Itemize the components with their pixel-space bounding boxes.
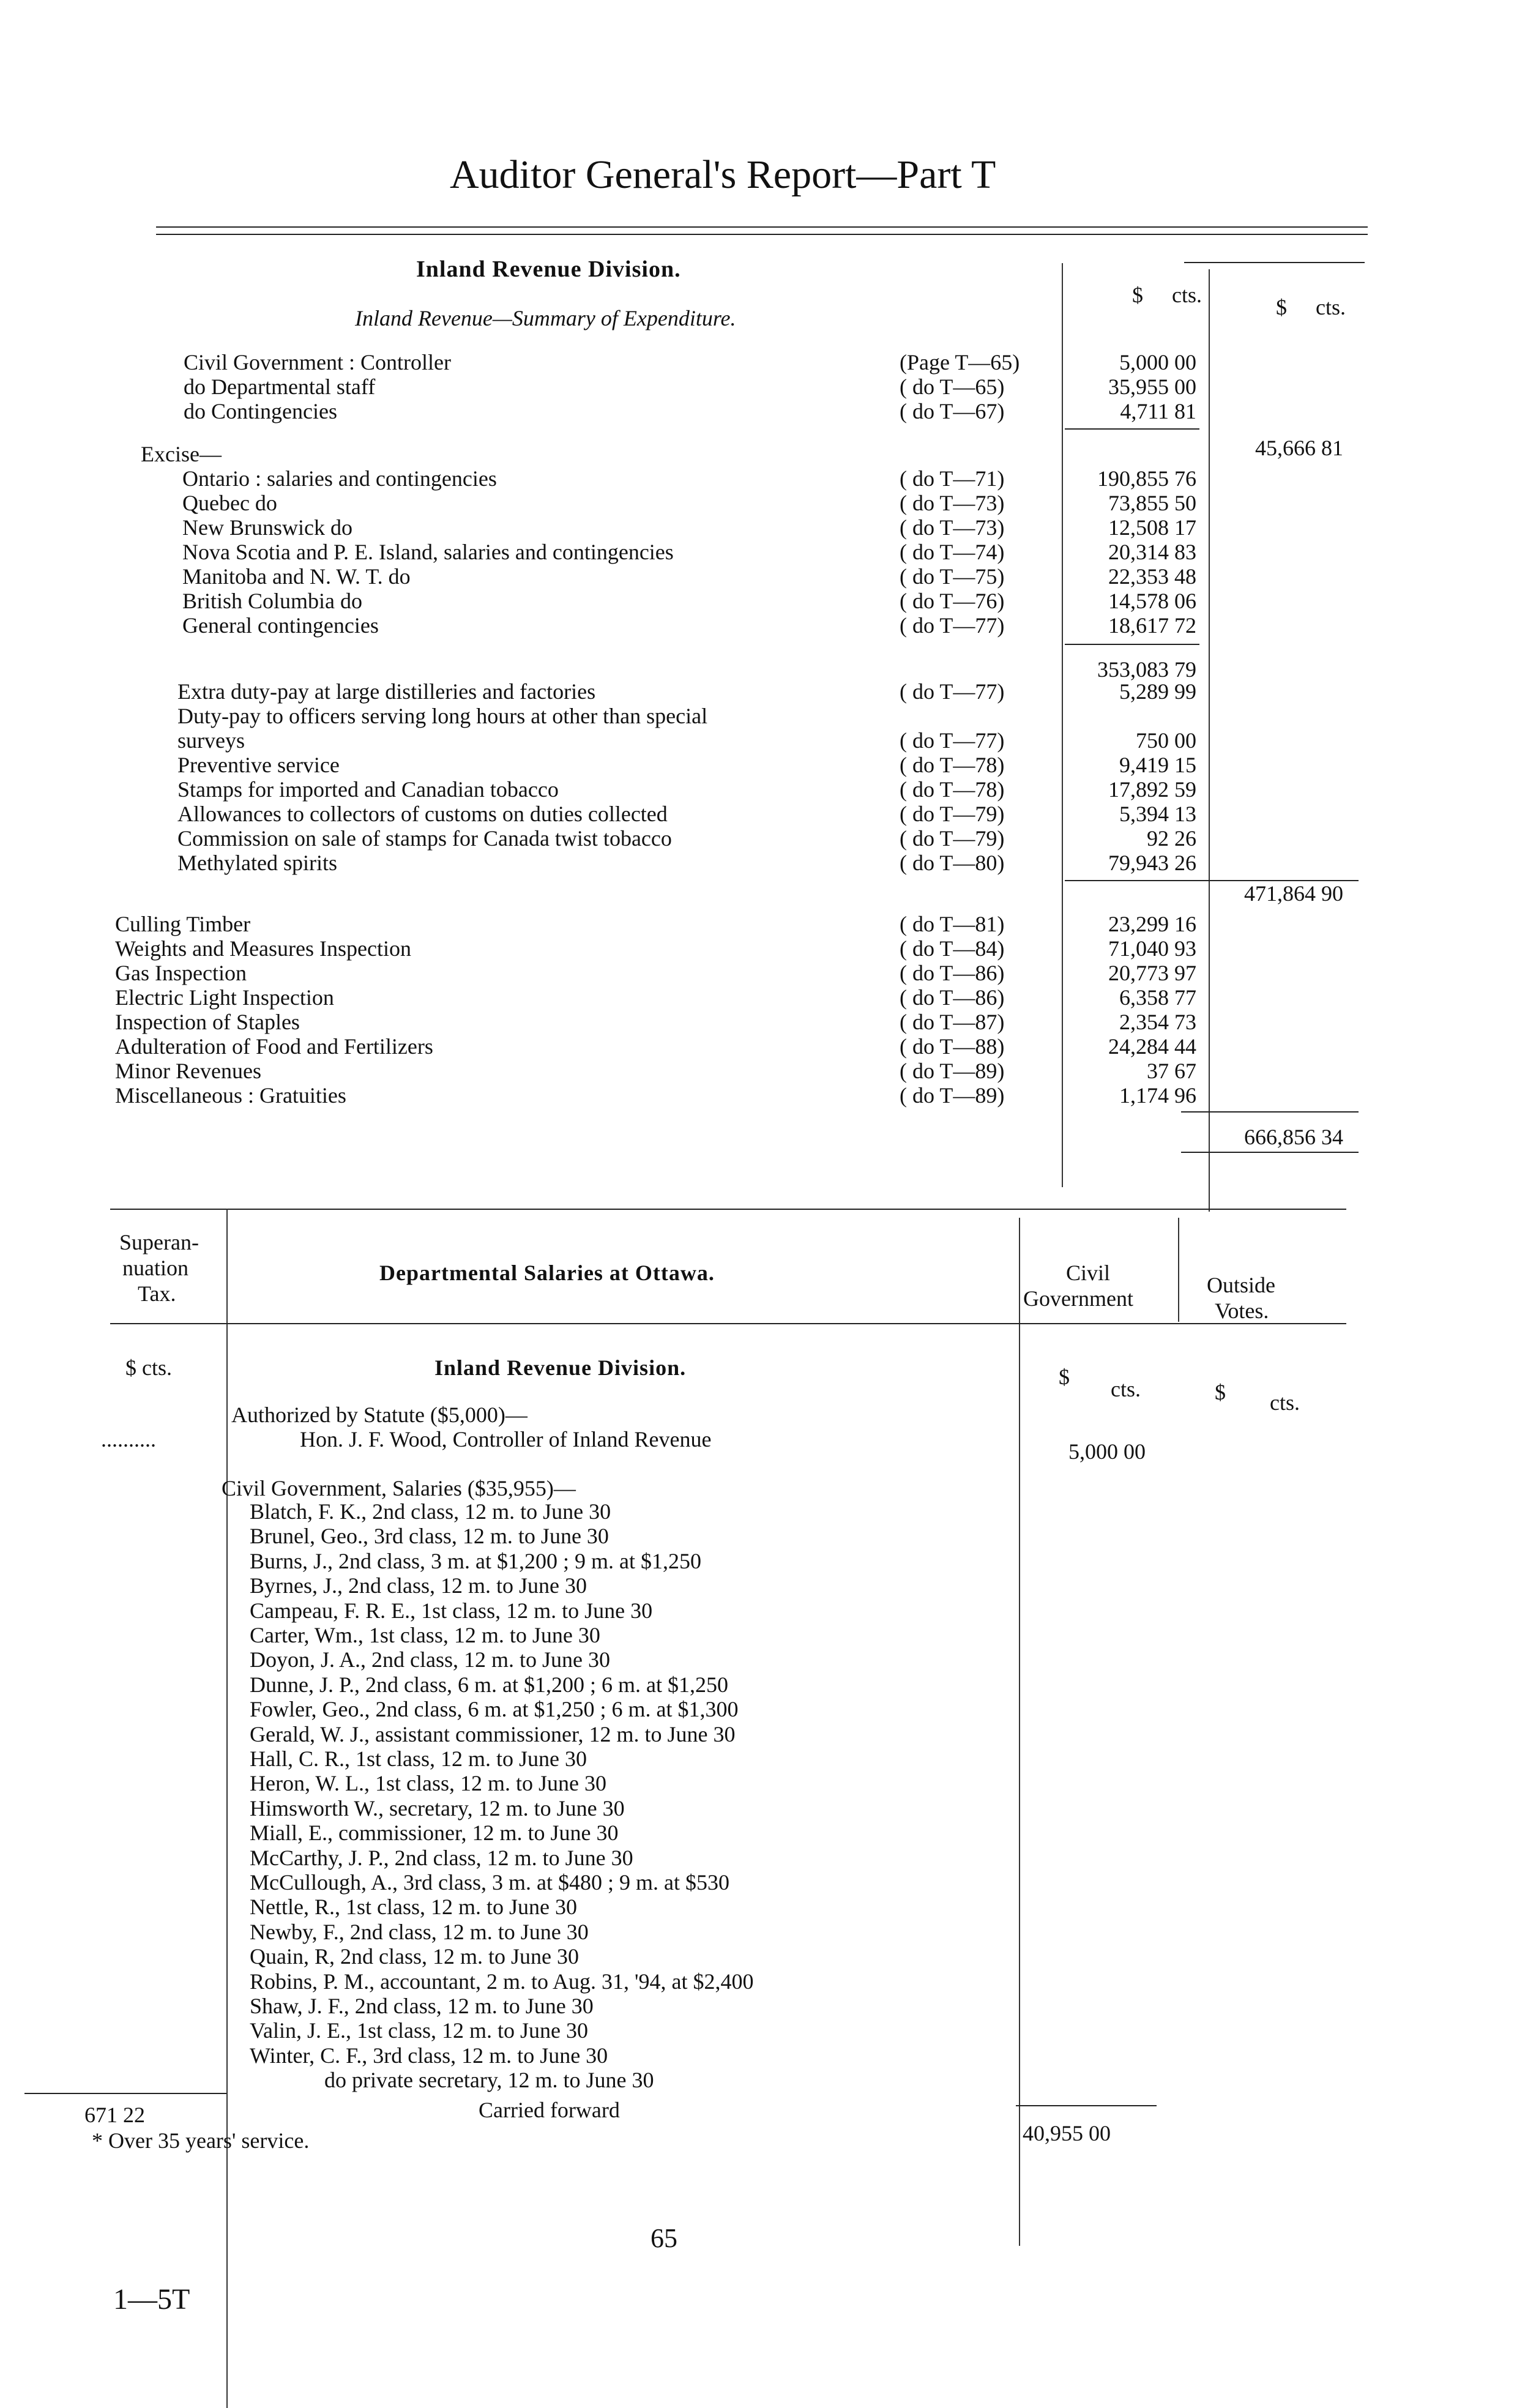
name-cell: Quain, R, 2nd class, 12 m. to June 30 xyxy=(250,1944,579,1969)
page-ref: ( do T—79) xyxy=(900,802,1005,826)
civil-item-label: Civil Government : Controller xyxy=(184,350,451,375)
page-ref: ( do T—86) xyxy=(900,985,1005,1010)
other-item-label: Weights and Measures Inspection xyxy=(115,936,411,961)
col-cts-2: cts. xyxy=(1316,295,1346,319)
page-ref: ( do T—71) xyxy=(900,466,1005,491)
civil-item-label: do Contingencies xyxy=(184,399,337,423)
grand-total: 666,856 34 xyxy=(1244,1125,1343,1149)
name-cell: Dunne, J. P., 2nd class, 6 m. at $1,200 ; 6 m. at $1,250 xyxy=(250,1672,728,1697)
amount: 20,314 83 xyxy=(1108,540,1196,564)
extra-item-label: Methylated spirits xyxy=(177,851,337,875)
page-ref: ( do T—78) xyxy=(900,753,1005,777)
salaries-heading: Departmental Salaries at Ottawa. xyxy=(379,1261,715,1285)
page-ref: ( do T—78) xyxy=(900,777,1005,802)
carried-amount: 40,955 00 xyxy=(1023,2121,1111,2145)
subtotal-rule xyxy=(1065,428,1199,430)
civil-item-label: do Departmental staff xyxy=(184,375,376,399)
civil-total: 45,666 81 xyxy=(1255,436,1343,460)
civil-units-d: $ xyxy=(1059,1365,1070,1389)
name-cell: Winter, C. F., 3rd class, 12 m. to June 30 xyxy=(250,2043,608,2068)
name-cell: Nettle, R., 1st class, 12 m. to June 30 xyxy=(250,1895,577,1920)
other-item-label: Gas Inspection xyxy=(115,961,247,985)
amount: 750 00 xyxy=(1136,728,1196,753)
amount: 71,040 93 xyxy=(1108,936,1196,961)
col-tax-l3: Tax. xyxy=(138,1281,176,1306)
other-item-label: Miscellaneous : Gratuities xyxy=(115,1083,346,1108)
page-ref: ( do T—76) xyxy=(900,589,1005,613)
amount: 9,419 15 xyxy=(1119,753,1196,777)
salaries-head-rule xyxy=(110,1323,1346,1324)
excise-label: Excise— xyxy=(141,442,222,466)
amount: 18,617 72 xyxy=(1108,613,1196,638)
extra-item-label: Extra duty-pay at large distilleries and factories xyxy=(177,679,596,704)
col-outside-l2: Votes. xyxy=(1215,1299,1269,1323)
statute-amount: 5,000 00 xyxy=(1068,1439,1146,1464)
carried-label: Carried forward xyxy=(479,2098,620,2122)
name-cell: Miall, E., commissioner, 12 m. to June 30 xyxy=(250,1821,619,1846)
tax-total-rule xyxy=(24,2093,226,2094)
amount: 4,711 81 xyxy=(1120,399,1196,423)
page-ref: ( do T—73) xyxy=(900,491,1005,515)
col-cts-1: cts. xyxy=(1172,283,1202,307)
excise-item-label: Quebec do xyxy=(182,491,277,515)
name-cell: McCarthy, J. P., 2nd class, 12 m. to June 30 xyxy=(250,1845,633,1870)
extra-item-label: surveys xyxy=(177,728,245,753)
salaries-divider-civil xyxy=(1019,1218,1020,2246)
amount: 73,855 50 xyxy=(1108,491,1196,515)
other-item-label: Culling Timber xyxy=(115,912,251,936)
statute-tax: .......... xyxy=(101,1427,156,1452)
amount: 1,174 96 xyxy=(1119,1083,1196,1108)
amount: 190,855 76 xyxy=(1097,466,1196,491)
page-title: Auditor General's Report—Part T xyxy=(450,152,996,197)
name-cell: Hall, C. R., 1st class, 12 m. to June 30 xyxy=(250,1746,587,1771)
page-ref: ( do T—73) xyxy=(900,515,1005,540)
subtotal-rule xyxy=(1065,644,1199,645)
name-cell: Heron, W. L., 1st class, 12 m. to June 30 xyxy=(250,1771,606,1796)
name-cell: Byrnes, J., 2nd class, 12 m. to June 30 xyxy=(250,1573,587,1598)
name-cell: Gerald, W. J., assistant commissioner, 12 m. to June 30 xyxy=(250,1721,736,1746)
amount: 12,508 17 xyxy=(1108,515,1196,540)
name-cell: Brunel, Geo., 3rd class, 12 m. to June 30 xyxy=(250,1524,609,1549)
extra-item-label: Duty-pay to officers serving long hours at other than special xyxy=(177,704,708,728)
amount: 5,289 99 xyxy=(1119,679,1196,704)
col-dollars-2: $ xyxy=(1276,295,1287,319)
civil-salaries-label: Civil Government, Salaries ($35,955)— xyxy=(222,1476,576,1500)
header-rule-2 xyxy=(156,234,1368,235)
name-cell: Doyon, J. A., 2nd class, 12 m. to June 30 xyxy=(250,1647,610,1672)
name-cell: Robins, P. M., accountant, 2 m. to Aug. 31, '94, at $2,400 xyxy=(250,1969,754,1994)
statute-name: Hon. J. F. Wood, Controller of Inland Revenue xyxy=(300,1427,712,1452)
page-ref: ( do T—84) xyxy=(900,936,1005,961)
col-civil-l2: Government xyxy=(1023,1286,1133,1311)
civil-total-rule xyxy=(1016,2105,1157,2106)
page-ref: ( do T—67) xyxy=(900,399,1005,423)
page-ref: ( do T—77) xyxy=(900,613,1005,638)
summary-heading: Inland Revenue Division. xyxy=(416,256,681,282)
excise-total: 471,864 90 xyxy=(1244,881,1343,906)
excise-item-label: British Columbia do xyxy=(182,589,363,613)
page-ref: ( do T—77) xyxy=(900,728,1005,753)
page-ref: ( do T—74) xyxy=(900,540,1005,564)
outside-units-d: $ xyxy=(1215,1380,1226,1404)
amount: 17,892 59 xyxy=(1108,777,1196,802)
civil-units-c: cts. xyxy=(1111,1377,1141,1401)
excise-item-label: General contingencies xyxy=(182,613,379,638)
name-cell: Newby, F., 2nd class, 12 m. to June 30 xyxy=(250,1919,589,1944)
salaries-subheading: Inland Revenue Division. xyxy=(434,1355,687,1380)
name-cell: do private secretary, 12 m. to June 30 xyxy=(324,2068,654,2093)
col-tax-l1: Superan- xyxy=(119,1230,199,1254)
summary-top-rule xyxy=(1184,262,1365,263)
col-civil-l1: Civil xyxy=(1066,1261,1111,1285)
page-ref: (Page T—65) xyxy=(900,350,1020,375)
col-divider-1 xyxy=(1062,263,1063,1187)
salaries-divider-tax xyxy=(226,1209,228,2408)
page-ref: ( do T—89) xyxy=(900,1083,1005,1108)
excise-item-label: Nova Scotia and P. E. Island, salaries and contingencies xyxy=(182,540,674,564)
amount: 35,955 00 xyxy=(1108,375,1196,399)
amount: 92 26 xyxy=(1147,826,1196,851)
col-divider-2 xyxy=(1209,269,1210,1212)
other-item-label: Adulteration of Food and Fertilizers xyxy=(115,1034,433,1059)
header-rule xyxy=(156,226,1368,228)
name-cell: McCullough, A., 3rd class, 3 m. at $480 ; 9 m. at $530 xyxy=(250,1870,729,1895)
name-cell: Shaw, J. F., 2nd class, 12 m. to June 30 xyxy=(250,1994,594,2018)
other-item-label: Inspection of Staples xyxy=(115,1010,300,1034)
sheet-mark: 1—5T xyxy=(113,2283,190,2316)
name-cell: Fowler, Geo., 2nd class, 6 m. at $1,250 ; 6 m. at $1,300 xyxy=(250,1697,739,1722)
amount: 5,000 00 xyxy=(1119,350,1196,375)
excise-subtotal: 353,083 79 xyxy=(1097,657,1196,682)
page-ref: ( do T—89) xyxy=(900,1059,1005,1083)
col-dollars-1: $ xyxy=(1132,283,1143,307)
outside-units-c: cts. xyxy=(1270,1390,1300,1415)
footnote: * Over 35 years' service. xyxy=(92,2128,310,2153)
other-item-label: Electric Light Inspection xyxy=(115,985,334,1010)
col-outside-l1: Outside xyxy=(1207,1273,1275,1297)
excise-item-label: Ontario : salaries and contingencies xyxy=(182,466,497,491)
amount: 37 67 xyxy=(1147,1059,1196,1083)
page-ref: ( do T—77) xyxy=(900,679,1005,704)
carried-tax: 671 22 xyxy=(84,2103,145,2127)
tax-units: $ cts. xyxy=(125,1355,172,1380)
page-ref: ( do T—65) xyxy=(900,375,1005,399)
amount: 23,299 16 xyxy=(1108,912,1196,936)
page-ref: ( do T—80) xyxy=(900,851,1005,875)
col-tax-l2: nuation xyxy=(122,1256,188,1280)
name-cell: Carter, Wm., 1st class, 12 m. to June 30 xyxy=(250,1623,600,1647)
page-number: 65 xyxy=(651,2223,677,2253)
amount: 20,773 97 xyxy=(1108,961,1196,985)
amount: 14,578 06 xyxy=(1108,589,1196,613)
extra-item-label: Allowances to collectors of customs on duties collected xyxy=(177,802,668,826)
name-cell: Blatch, F. K., 2nd class, 12 m. to June 30 xyxy=(250,1499,611,1524)
salaries-top-rule xyxy=(110,1209,1346,1210)
extra-item-label: Commission on sale of stamps for Canada twist tobacco xyxy=(177,826,672,851)
name-cell: Campeau, F. R. E., 1st class, 12 m. to June 30 xyxy=(250,1598,653,1623)
excise-item-label: New Brunswick do xyxy=(182,515,352,540)
subtotal-rule xyxy=(1181,1111,1359,1113)
page-ref: ( do T—87) xyxy=(900,1010,1005,1034)
name-cell: Valin, J. E., 1st class, 12 m. to June 30 xyxy=(250,2018,588,2043)
extra-item-label: Preventive service xyxy=(177,753,340,777)
summary-subheading: Inland Revenue—Summary of Expenditure. xyxy=(355,306,736,330)
amount: 79,943 26 xyxy=(1108,851,1196,875)
name-cell: Burns, J., 2nd class, 3 m. at $1,200 ; 9 m. at $1,250 xyxy=(250,1548,701,1573)
amount: 2,354 73 xyxy=(1119,1010,1196,1034)
grand-total-rule xyxy=(1181,1152,1359,1153)
page-ref: ( do T—79) xyxy=(900,826,1005,851)
amount: 24,284 44 xyxy=(1108,1034,1196,1059)
salaries-divider-outside xyxy=(1178,1218,1179,1322)
page-ref: ( do T—86) xyxy=(900,961,1005,985)
statute-label: Authorized by Statute ($5,000)— xyxy=(231,1403,528,1427)
page-ref: ( do T—75) xyxy=(900,564,1005,589)
other-item-label: Minor Revenues xyxy=(115,1059,261,1083)
amount: 5,394 13 xyxy=(1119,802,1196,826)
name-cell: Himsworth W., secretary, 12 m. to June 30 xyxy=(250,1795,625,1821)
excise-item-label: Manitoba and N. W. T. do xyxy=(182,564,411,589)
amount: 22,353 48 xyxy=(1108,564,1196,589)
amount: 6,358 77 xyxy=(1119,985,1196,1010)
page-ref: ( do T—88) xyxy=(900,1034,1005,1059)
page-ref: ( do T—81) xyxy=(900,912,1005,936)
extra-item-label: Stamps for imported and Canadian tobacco xyxy=(177,777,559,802)
